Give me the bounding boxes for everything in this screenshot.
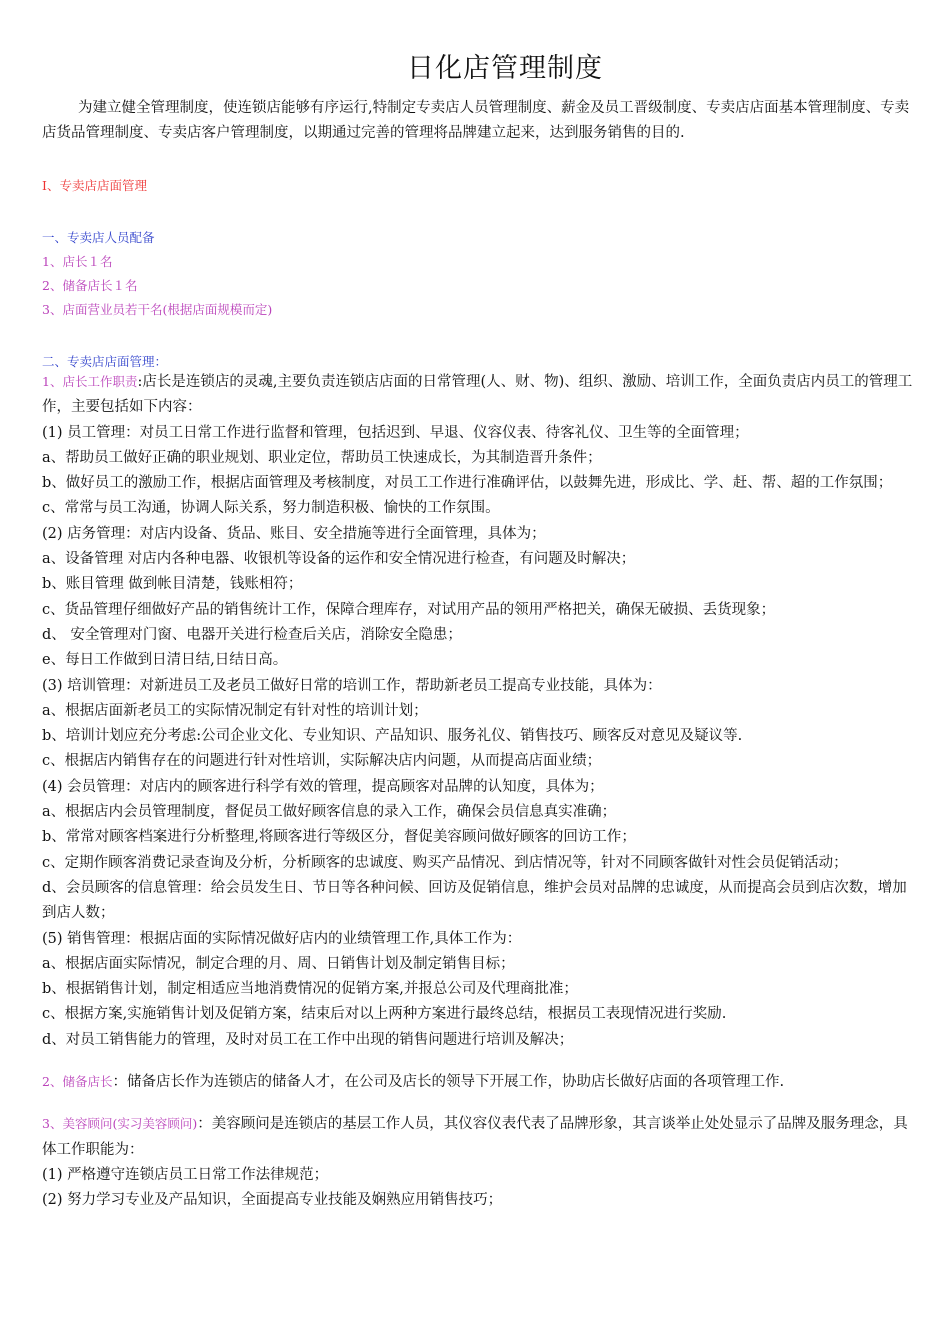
consultant-text: ：美容顾问是连锁店的基层工作人员，其仪容仪表代表了品牌形象，其言谈举止处处显示了品牌及服务理念，具体工作职能为：: [42, 1116, 908, 1158]
management-line: a、设备管理 对店内各种电器、收银机等设备的运作和安全情况进行检查，有问题及时解决；: [42, 551, 636, 568]
management-line: b、账目管理 做到帐目清楚，钱账相符；: [42, 576, 303, 593]
consultant-line: (2) 努力学习专业及产品知识，全面提高专业技能及娴熟应用销售技巧；: [42, 1192, 503, 1209]
management-line: a、根据店面新老员工的实际情况制定有针对性的培训计划；: [42, 702, 428, 719]
section-heading-store-management: I、专卖店店面管理: [42, 178, 147, 193]
management-line: a、帮助员工做好正确的职业规划、职业定位，帮助员工快速成长，为其制造晋升条件；: [42, 449, 602, 466]
staffing-item-manager: 1、店长１名: [42, 254, 113, 269]
staffing-item-reserve: 2、储备店长１名: [42, 278, 138, 293]
management-heading: 二、专卖店店面管理：: [42, 354, 168, 369]
management-line: e、每日工作做到日清日结,日结日高。: [42, 652, 288, 669]
management-line: d、对员工销售能力的管理，及时对员工在工作中出现的销售问题进行培训及解决；: [42, 1031, 574, 1048]
management-line: d、 安全管理对门窗、电器开关进行检查后关店，消除安全隐患；: [42, 626, 462, 643]
staffing-item-clerks: 3、店面营业员若干名(根据店面规模而定): [42, 302, 273, 317]
staffing-heading: 一、专卖店人员配备: [42, 230, 155, 245]
consultant-paragraph: [42, 1111, 917, 1163]
management-line: c、货品管理仔细做好产品的销售统计工作，保障合理库存，对试用产品的领用严格把关，确保无破损、丢货现象；: [42, 601, 776, 618]
management-line: (4) 会员管理：对店内的顾客进行科学有效的管理，提高顾客对品牌的认知度，具体为；: [42, 778, 604, 795]
reserve-manager-text: ：储备店长作为连锁店的储备人才，在公司及店长的领导下开展工作，协助店长做好店面的各项管理工作.: [112, 1074, 785, 1091]
manager-duties-label: 1、店长工作职责: [42, 374, 138, 389]
manager-duties-text: :店长是连锁店的灵魂,主要负责连锁店店面的日常管理(人、财、物)、组织、激励、培训工作，全面负责店内员工的管理工作，主要包括如下内容：: [42, 374, 913, 416]
management-line: b、做好员工的激励工作，根据店面管理及考核制度，对员工工作进行准确评估，以鼓舞先进，形成比、学、赶、帮、超的工作氛围；: [42, 475, 893, 492]
management-line: d、会员顾客的信息管理：给会员发生日、节日等各种问候、回访及促销信息，维护会员对品牌的忠诚度，从而提高会员到店次数，增加到店人数；: [42, 879, 907, 922]
management-line: c、根据方案,实施销售计划及促销方案，结束后对以上两种方案进行最终总结，根据员工表现情况进行奖励.: [42, 1006, 727, 1023]
document-title: 日化店管理制度: [407, 53, 603, 84]
reserve-manager-label: 2、储备店长: [42, 1074, 113, 1090]
management-line: b、培训计划应充分考虑:公司企业文化、专业知识、产品知识、服务礼仪、销售技巧、顾客反对意见及疑议等.: [42, 728, 743, 745]
intro-paragraph: 为建立健全管理制度，使连锁店能够有序运行,特制定专卖店人员管理制度、薪金及员工晋级制度、专卖店店面基本管理制度、专卖店货品管理制度、专卖店客户管理制度，以期通过完善的管理将品牌建立起来，达到服务销售的目的.: [42, 100, 910, 141]
management-line: c、定期作顾客消费记录查询及分析，分析顾客的忠诚度、购买产品情况、到店情况等，针对不同顾客做针对性会员促销活动；: [42, 854, 848, 871]
management-line: c、根据店内销售存在的问题进行针对性培训，实际解决店内问题，从而提高店面业绩；: [42, 753, 602, 770]
management-line: a、根据店面实际情况，制定合理的月、周、日销售计划及制定销售目标；: [42, 955, 515, 972]
management-line: a、根据店内会员管理制度，督促员工做好顾客信息的录入工作，确保会员信息真实准确；: [42, 804, 617, 821]
management-line: (2) 店务管理：对店内设备、货品、账目、安全措施等进行全面管理，具体为；: [42, 525, 546, 542]
management-line: (5) 销售管理：根据店面的实际情况做好店内的业绩管理工作,具体工作为：: [42, 930, 522, 947]
consultant-line: (1) 严格遵守连锁店员工日常工作法律规范；: [42, 1166, 329, 1183]
management-line: b、常常对顾客档案进行分析整理,将顾客进行等级区分，督促美容顾问做好顾客的回访工作；: [42, 829, 636, 846]
management-line: b、根据销售计划，制定相适应当地消费情况的促销方案,并报总公司及代理商批准；: [42, 981, 578, 998]
manager-duties-paragraph: [42, 369, 917, 421]
management-line: c、常常与员工沟通，协调人际关系，努力制造积极、愉快的工作氛围。: [42, 500, 500, 517]
management-line: (3) 培训管理：对新进员工及老员工做好日常的培训工作，帮助新老员工提高专业技能，具体为：: [42, 677, 662, 694]
management-body: [42, 369, 917, 1214]
reserve-manager-paragraph: [42, 1069, 917, 1095]
consultant-label: 3、美容顾问(实习美容顾问): [42, 1116, 198, 1132]
management-line: (1) 员工管理：对员工日常工作进行监督和管理，包括迟到、早退、仪容仪表、待客礼仪、卫生等的全面管理；: [42, 424, 749, 441]
